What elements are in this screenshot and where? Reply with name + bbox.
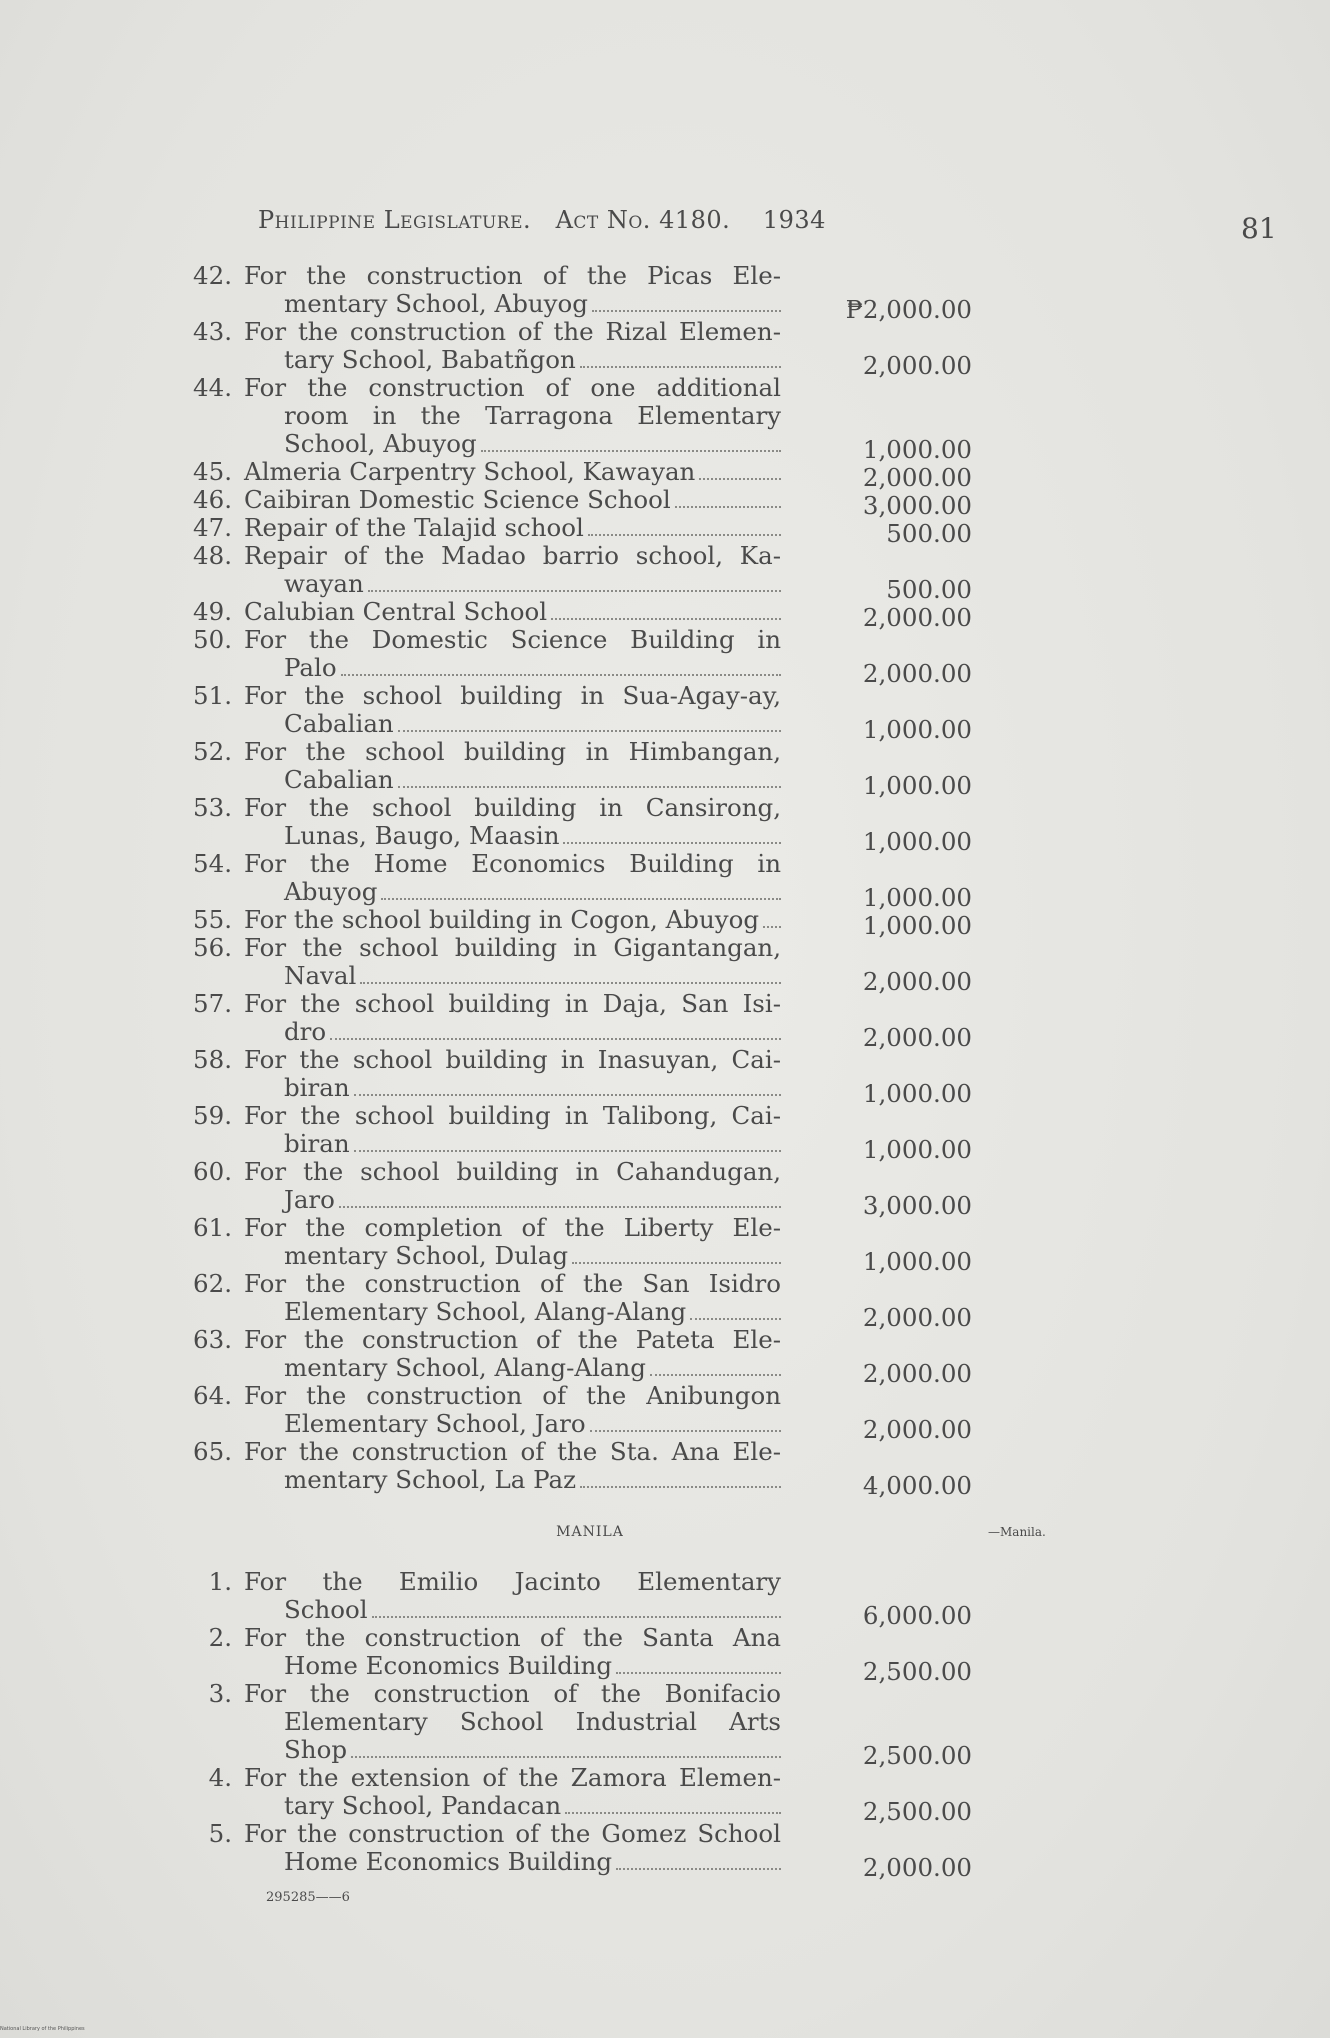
item-amount: 1,000.00 xyxy=(862,715,972,744)
item-text-line xyxy=(284,878,781,906)
margin-note: —Manila. xyxy=(988,1525,1046,1539)
item-number: 57. xyxy=(193,989,232,1018)
item-amount: 2,000.00 xyxy=(862,659,972,688)
item-text-line: For the construction of the Rizal Elemen- xyxy=(244,317,781,346)
item-text-line: For the Emilio Jacinto Elementary xyxy=(244,1567,781,1596)
item-text: tary School, Pandacan xyxy=(284,1791,562,1820)
item-text: wayan xyxy=(284,569,364,598)
item-text-line: For the extension of the Zamora Elemen- xyxy=(244,1763,781,1792)
leader-dots xyxy=(580,1466,781,1488)
item-number: 65. xyxy=(193,1437,232,1466)
item-text-line: Repair of the Madao barrio school, Ka- xyxy=(244,541,781,570)
item-text: Palo xyxy=(284,653,337,682)
leader-dots xyxy=(572,1242,781,1264)
item-text-line xyxy=(284,766,781,794)
item-number: 3. xyxy=(208,1679,232,1708)
item-text-line xyxy=(284,1018,781,1046)
item-amount: 6,000.00 xyxy=(862,1601,972,1630)
item-number: 50. xyxy=(193,625,232,654)
item-number: 55. xyxy=(193,905,232,934)
item-text: Home Economics Building xyxy=(284,1651,613,1680)
item-amount: 2,000.00 xyxy=(862,351,972,380)
item-text-line: For the school building in Talibong, Cai- xyxy=(244,1101,781,1130)
item-text-line xyxy=(284,430,781,458)
item-text: For the school building in Cogon, Abuyog xyxy=(244,905,760,934)
item-text-line xyxy=(244,598,781,626)
item-text-line: For the construction of the Sta. Ana Ele- xyxy=(244,1437,781,1466)
item-amount: 2,500.00 xyxy=(862,1741,972,1770)
item-amount: 1,000.00 xyxy=(862,1079,972,1108)
item-amount: 1,000.00 xyxy=(862,435,972,464)
item-text-line: For the school building in Himbangan, xyxy=(244,737,781,766)
item-text-line: For the Domestic Science Building in xyxy=(244,625,781,654)
running-head-year: 1934 xyxy=(762,206,826,234)
item-text: Lunas, Baugo, Maasin xyxy=(284,821,560,850)
leader-dots xyxy=(675,486,781,508)
item-text: Elementary School, Jaro xyxy=(284,1409,586,1438)
item-number: 56. xyxy=(193,933,232,962)
item-text-line xyxy=(244,514,781,542)
item-text: mentary School, Dulag xyxy=(284,1241,569,1270)
item-text-line: For the school building in Gigantangan, xyxy=(244,933,781,962)
item-amount: 1,000.00 xyxy=(862,883,972,912)
item-number: 63. xyxy=(193,1325,232,1354)
item-amount: 1,000.00 xyxy=(862,1247,972,1276)
running-head-title: Philippine Legislature. xyxy=(258,206,532,234)
leader-dots xyxy=(616,1848,781,1870)
item-text-line xyxy=(284,654,781,682)
item-amount: ₱2,000.00 xyxy=(845,295,972,324)
leader-dots xyxy=(381,878,781,900)
item-text-line: For the school building in Daja, San Isi- xyxy=(244,989,781,1018)
leader-dots xyxy=(650,1354,781,1376)
running-head-act: Act No. 4180. xyxy=(555,206,731,234)
item-text-line xyxy=(284,962,781,990)
item-text-line: For the school building in Cahandugan, xyxy=(244,1157,781,1186)
item-number: 53. xyxy=(193,793,232,822)
leader-dots xyxy=(580,346,781,368)
leader-dots xyxy=(330,1018,781,1040)
leader-dots xyxy=(590,1410,781,1432)
leader-dots xyxy=(592,290,781,312)
item-number: 5. xyxy=(208,1819,232,1848)
item-amount: 500.00 xyxy=(886,519,972,548)
item-text: School, Abuyog xyxy=(284,429,477,458)
item-amount: 2,000.00 xyxy=(862,603,972,632)
item-number: 61. xyxy=(193,1213,232,1242)
item-number: 64. xyxy=(193,1381,232,1410)
item-text-line: For the completion of the Liberty Ele- xyxy=(244,1213,781,1242)
item-amount: 1,000.00 xyxy=(862,771,972,800)
leader-dots xyxy=(563,822,781,844)
leader-dots xyxy=(551,598,781,620)
item-text: Home Economics Building xyxy=(284,1847,613,1876)
item-text-line xyxy=(284,1242,781,1270)
item-number: 60. xyxy=(193,1157,232,1186)
item-text: Repair of the Talajid school xyxy=(244,513,584,542)
item-amount: 2,000.00 xyxy=(862,1853,972,1882)
item-text-line xyxy=(284,1792,781,1820)
item-number: 58. xyxy=(193,1045,232,1074)
item-text: dro xyxy=(284,1017,327,1046)
item-text: Almeria Carpentry School, Kawayan xyxy=(244,457,696,486)
leader-dots xyxy=(368,570,781,592)
item-text-line xyxy=(284,822,781,850)
item-number: 4. xyxy=(208,1763,232,1792)
item-amount: 2,000.00 xyxy=(862,463,972,492)
item-amount: 4,000.00 xyxy=(862,1471,972,1500)
item-text: Cabalian xyxy=(284,709,394,738)
item-amount: 500.00 xyxy=(886,575,972,604)
item-text-line: For the Home Economics Building in xyxy=(244,849,781,878)
item-text: mentary School, Abuyog xyxy=(284,289,588,318)
item-text: School xyxy=(284,1595,368,1624)
leader-dots xyxy=(481,430,781,452)
leader-dots xyxy=(565,1792,781,1814)
item-text-line xyxy=(284,1186,781,1214)
item-text: Naval xyxy=(284,961,357,990)
item-amount: 2,500.00 xyxy=(862,1797,972,1826)
item-text: Shop xyxy=(284,1735,347,1764)
item-text-line: For the construction of the Santa Ana xyxy=(244,1623,781,1652)
item-text: mentary School, La Paz xyxy=(284,1465,577,1494)
item-text: Abuyog xyxy=(284,877,378,906)
page-number: 81 xyxy=(1241,212,1277,245)
item-number: 62. xyxy=(193,1269,232,1298)
leader-dots xyxy=(372,1596,781,1618)
item-text: Calubian Central School xyxy=(244,597,548,626)
leader-dots xyxy=(588,514,781,536)
item-text-line xyxy=(284,1298,781,1326)
item-amount: 1,000.00 xyxy=(862,911,972,940)
item-number: 2. xyxy=(208,1623,232,1652)
item-text-line xyxy=(284,290,781,318)
running-head xyxy=(258,206,826,234)
item-number: 45. xyxy=(193,457,232,486)
item-text-line xyxy=(284,1596,781,1624)
item-number: 42. xyxy=(193,261,232,290)
item-number: 59. xyxy=(193,1101,232,1130)
item-text-line xyxy=(284,1652,781,1680)
item-text-line xyxy=(284,1354,781,1382)
item-amount: 2,000.00 xyxy=(862,1303,972,1332)
item-amount: 2,000.00 xyxy=(862,1415,972,1444)
item-number: 48. xyxy=(193,541,232,570)
item-number: 44. xyxy=(193,373,232,402)
item-text-line xyxy=(244,906,781,934)
item-text: Caibiran Domestic Science School xyxy=(244,485,671,514)
item-number: 52. xyxy=(193,737,232,766)
item-text-line: For the construction of the San Isidro xyxy=(244,1269,781,1298)
item-text-line xyxy=(284,1410,781,1438)
item-text: Jaro xyxy=(284,1185,335,1214)
item-text-line xyxy=(284,346,781,374)
item-text: biran xyxy=(284,1073,350,1102)
leader-dots xyxy=(351,1736,781,1758)
item-amount: 3,000.00 xyxy=(862,1191,972,1220)
item-text-line xyxy=(244,458,781,486)
leader-dots xyxy=(763,906,781,928)
item-text-line xyxy=(284,1736,781,1764)
item-text: Cabalian xyxy=(284,765,394,794)
item-number: 49. xyxy=(193,597,232,626)
leader-dots xyxy=(354,1130,781,1152)
leader-dots xyxy=(398,766,781,788)
archive-stamp: National Library of the Philippines xyxy=(0,2026,85,2032)
leader-dots xyxy=(354,1074,781,1096)
item-text: Elementary School, Alang-Alang xyxy=(284,1297,687,1326)
item-text-line: For the construction of the Pateta Ele- xyxy=(244,1325,781,1354)
item-text-line xyxy=(284,1074,781,1102)
item-text-line xyxy=(244,486,781,514)
item-text: biran xyxy=(284,1129,350,1158)
item-text: mentary School, Alang-Alang xyxy=(284,1353,646,1382)
item-text-line: For the school building in Inasuyan, Cai- xyxy=(244,1045,781,1074)
leader-dots xyxy=(398,710,781,732)
printer-signature: 295285——6 xyxy=(266,1890,350,1905)
item-amount: 2,500.00 xyxy=(862,1657,972,1686)
item-number: 1. xyxy=(208,1567,232,1596)
item-text-line: For the school building in Sua-Agay-ay, xyxy=(244,681,781,710)
item-text-line: For the construction of the Bonifacio xyxy=(244,1679,781,1708)
item-amount: 1,000.00 xyxy=(862,827,972,856)
item-text-line: For the construction of the Picas Ele- xyxy=(244,261,781,290)
item-number: 47. xyxy=(193,513,232,542)
leader-dots xyxy=(699,458,781,480)
item-text-line xyxy=(284,1466,781,1494)
item-amount: 3,000.00 xyxy=(862,491,972,520)
item-text-line: For the construction of the Gomez School xyxy=(244,1819,781,1848)
item-amount: 2,000.00 xyxy=(862,1359,972,1388)
item-amount: 2,000.00 xyxy=(862,1023,972,1052)
item-number: 46. xyxy=(193,485,232,514)
item-number: 54. xyxy=(193,849,232,878)
item-number: 43. xyxy=(193,317,232,346)
item-amount: 1,000.00 xyxy=(862,1135,972,1164)
item-text: tary School, Babatñgon xyxy=(284,345,576,374)
item-text-line: For the construction of the Anibungon xyxy=(244,1381,781,1410)
item-number: 51. xyxy=(193,681,232,710)
item-text-line xyxy=(284,1130,781,1158)
leader-dots xyxy=(341,654,781,676)
item-text-line xyxy=(284,710,781,738)
section-heading-manila: MANILA xyxy=(556,1524,624,1540)
leader-dots xyxy=(360,962,781,984)
item-text-line: Elementary School Industrial Arts xyxy=(284,1707,781,1736)
leader-dots xyxy=(339,1186,781,1208)
leader-dots xyxy=(616,1652,781,1674)
leader-dots xyxy=(690,1298,781,1320)
item-text-line: For the construction of one additional xyxy=(244,373,781,402)
item-text-line: room in the Tarragona Elementary xyxy=(284,401,781,430)
item-text-line: For the school building in Cansirong, xyxy=(244,793,781,822)
item-text-line xyxy=(284,1848,781,1876)
item-text-line xyxy=(284,570,781,598)
item-amount: 2,000.00 xyxy=(862,967,972,996)
